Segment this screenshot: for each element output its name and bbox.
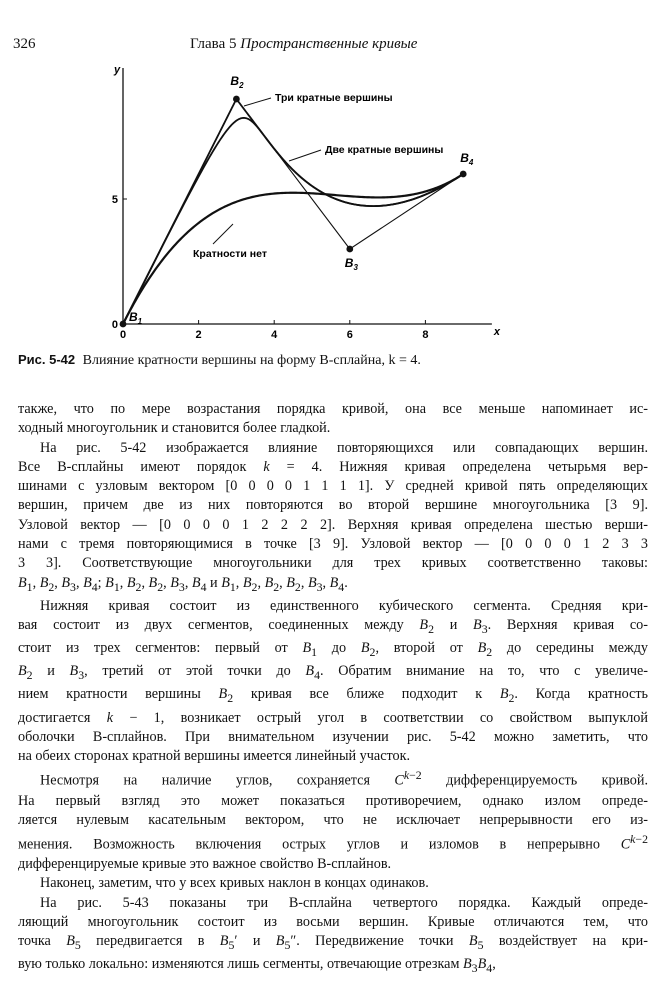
curve-1 [123,174,463,324]
text-line: достигается k − 1, возникает острый угол в соответствии со свойством выпуклой [18,709,648,726]
text-line: шинами с узловым вектором [0 0 0 0 1 1 1 1]. У средней кривой пять определяющих [18,478,648,495]
paragraph [18,766,648,874]
annotation-label: Кратности нет [193,248,267,260]
text-line: дифференцируемые кривые это важное свойство B-сплайнов. [18,856,392,873]
paragraph [18,894,648,979]
y-tick-label: 5 [111,194,118,206]
text-line: Узловой вектор — [0 0 0 0 1 2 2 2 2]. Верхняя кривая определена шестью верши- [18,516,648,533]
text-line: На рис. 5-42 изображается влияние повторяющихся или совпадающих вершин. [40,439,648,456]
control-polygon-line [123,99,463,324]
body-text [18,400,648,979]
text-line: нами с тремя повторяющимися в точке [3 9]. Узловой вектор — [0 0 0 0 1 2 3 3 [18,536,648,553]
control-polygon [123,99,463,324]
text-line: ляется нулевым касательным вектором, что не исключает непрерывности его из- [18,811,648,828]
annotation-label: Три кратные вершины [275,92,393,104]
chapter-title: Пространственные кривые [240,36,418,52]
control-point-B2 [233,96,240,103]
y-tick-label: 0 [111,319,118,331]
caption-label: Рис. 5-42 [18,352,76,367]
paragraph [18,597,648,767]
control-point-label: $B_1$ [129,310,143,326]
control-point-B4 [460,171,467,178]
bspline-figure [0,60,666,350]
control-point-B1 [120,321,127,328]
text-line: точка $B_5$ передвигается в $B_5'$ и $B_5''$. Передвижение точки $B_5$ воздействует на кри- [18,933,648,953]
text-line: ляющий многоугольник состоит из восьми вершин. Кривые отличаются тем, что [18,914,648,931]
control-point-label: $B_3$ [344,256,358,272]
annotation-leader [289,150,321,161]
x-tick-label: 6 [346,329,353,341]
text-line: на обеих сторонах кратной вершины имеется линейный участок. [18,748,411,765]
text-line: Наконец, заметим, что у всех кривых наклон в концах одинаков. [40,875,429,892]
text-line: $B_1$, $B_2$, $B_3$, $B_4$; $B_1$, $B_2$, $B_2$, $B_3$, $B_4$ и $B_1$, $B_2$, $B_2$, $B_2$, $B_3$, $B_4$. [18,574,348,594]
running-head [190,36,417,53]
annotation-leader [244,98,271,106]
paragraph [18,874,648,893]
text-line: ходный многоугольник и становится более гладкой. [18,420,331,437]
text-line: Все B-сплайны имеют порядок k = 4. Нижняя кривая определена четырьмя вер- [18,458,648,475]
control-points [120,74,474,327]
x-tick-label: 2 [195,329,202,341]
annotations [193,92,443,260]
text-line: На первый взгляд это может показаться противоречием, однако излом опреде- [18,792,648,809]
caption-text: Влияние кратности вершины на форму B-сплайна, k = 4. [82,353,421,368]
text-line: стоит из трех сегментов: первый от $B_1$ до $B_2$, второй от $B_2$ до середины между [18,640,649,660]
x-axis-label: x [493,326,501,338]
figure-caption [18,352,421,369]
curves [123,99,463,324]
control-point-label: $B_4$ [460,151,474,167]
paragraph [18,400,648,439]
text-line: Нижняя кривая состоит из единственного кубического сегмента. Средняя кри- [40,597,648,614]
annotation-leader [213,224,233,244]
text-line: Несмотря на наличие углов, сохраняется $C^{k-2}$ дифференцируемость кривой. [40,768,649,790]
y-axis-label: y [114,64,121,76]
text-line: нием кратности вершины $B_2$ кривая все ближе подходит к $B_2$. Когда кратность [18,686,648,706]
text-line: вершин, причем две из них повторяются во второй вершине многоугольника [3 9]. [18,497,648,514]
text-line: 3 3]. Соответствующие многоугольники для трех кривых соответственно таковы: [18,555,648,572]
axes [112,64,501,341]
text-line: На рис. 5-43 показаны три B-сплайна четвертого порядка. Каждый опреде- [40,894,648,911]
control-point-label: $B_2$ [230,74,244,90]
page-number: 326 [13,36,36,52]
chapter-label: Глава 5 [190,36,237,52]
control-point-B3 [346,246,353,253]
curve-3 [123,99,463,324]
text-line: оболочки B-сплайнов. При внимательном изучении рис. 5-42 можно заметить, что [18,728,648,745]
annotation-label: Две кратные вершины [325,144,444,156]
x-tick-label: 8 [422,329,429,341]
paragraph [18,439,648,597]
text-line: $B_2$ и $B_3$, третий от этой точки до $B_4$. Обратим внимание на то, что с увеличе- [18,663,648,683]
text-line: вая состоит из двух сегментов, соединенных между $B_2$ и $B_3$. Верхняя кривая со- [18,617,648,636]
text-line: вую только локально: изменяются лишь сегменты, отвечающие отрезкам $B_3B_4$, [18,956,496,976]
x-tick-label: 4 [271,329,278,341]
x-tick-label: 0 [119,329,127,341]
text-line: менения. Возможность включения острых углов и изломов в непрерывно $C^{k-2}$ [18,832,648,853]
text-line: также, что по мере возрастания порядка кривой, она все меньше напоминает ис- [18,401,648,417]
